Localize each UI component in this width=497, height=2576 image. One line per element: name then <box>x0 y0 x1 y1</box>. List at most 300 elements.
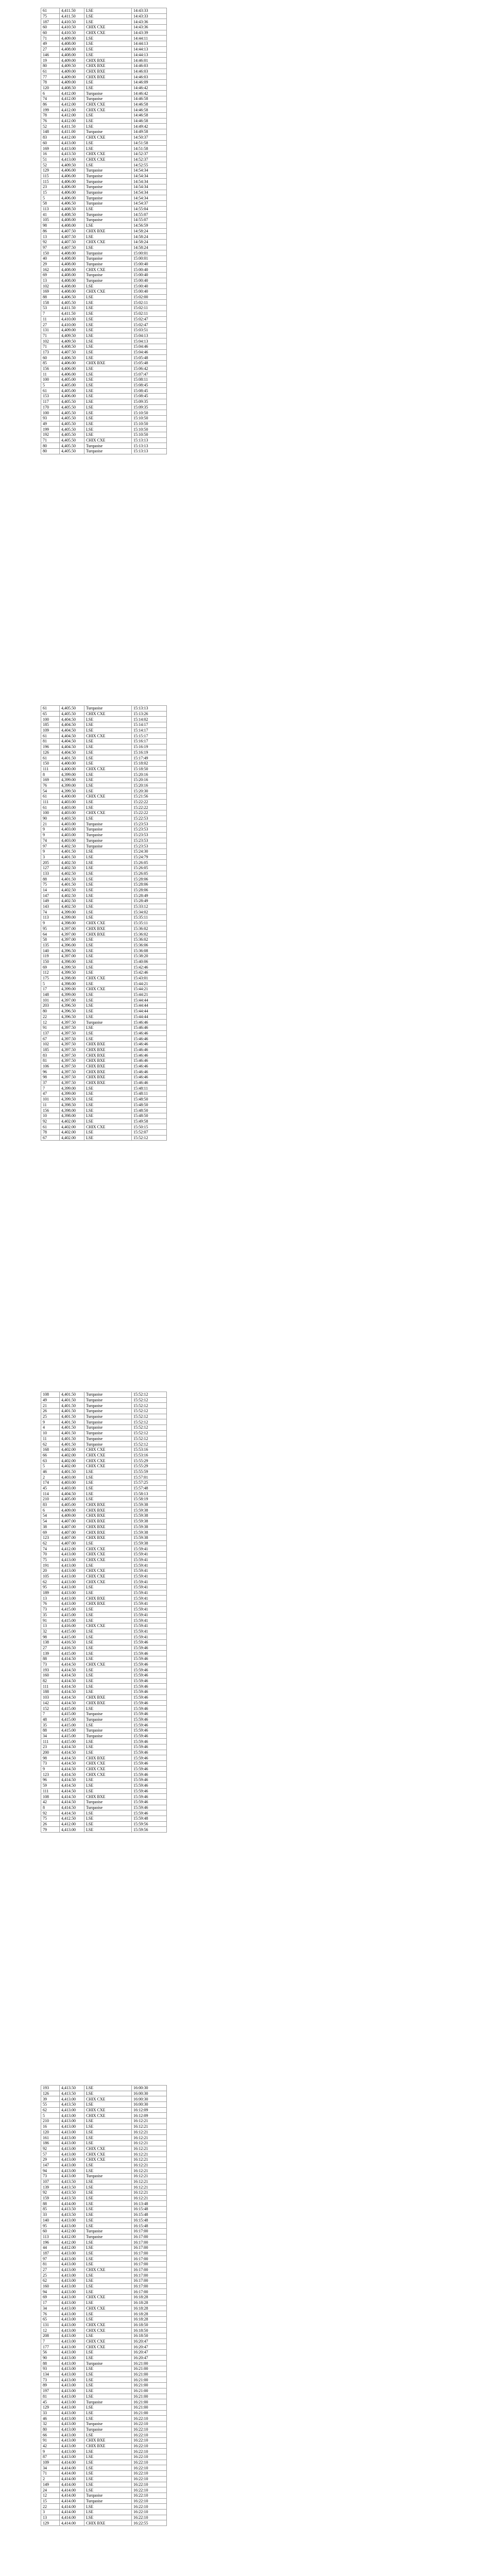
price-cell: 4,408.00 <box>60 273 84 278</box>
time-cell: 15:59:46 <box>132 1684 167 1689</box>
price-cell: 4,410.50 <box>60 19 84 25</box>
time-cell: 15:00:40 <box>132 267 167 273</box>
venue-cell: CHIX CXE <box>84 975 132 981</box>
price-cell: 4,409.50 <box>60 162 84 168</box>
table-row <box>41 377 167 383</box>
time-cell: 16:17:00 <box>132 2283 167 2289</box>
table-row <box>41 267 167 273</box>
time-cell: 15:24:79 <box>132 854 167 860</box>
volume-cell: 169 <box>41 146 60 151</box>
venue-cell: CHIX CXE <box>84 2322 132 2328</box>
volume-cell: 14 <box>41 887 60 893</box>
venue-cell: LSE <box>84 760 132 766</box>
venue-cell: LSE <box>84 915 132 921</box>
time-cell: 15:52:12 <box>132 1430 167 1436</box>
time-cell: 16:17:00 <box>132 2278 167 2284</box>
table-row <box>41 190 167 195</box>
table-row <box>41 772 167 777</box>
volume-cell: 73 <box>41 1662 60 1667</box>
time-cell: 15:58:19 <box>132 1497 167 1502</box>
price-cell: 4,413.00 <box>60 1601 84 1607</box>
venue-cell: LSE <box>84 1118 132 1124</box>
table-row <box>41 157 167 162</box>
venue-cell: Turquoise <box>84 827 132 833</box>
volume-cell: 88 <box>41 1727 60 1733</box>
time-cell: 16:21:00 <box>132 2394 167 2399</box>
time-cell: 16:22:10 <box>132 2504 167 2510</box>
table-row <box>41 1761 167 1767</box>
time-cell: 16:12:09 <box>132 2107 167 2113</box>
table-row <box>41 2493 167 2498</box>
time-cell: 16:12:21 <box>132 2119 167 2124</box>
volume-cell: 95 <box>41 1585 60 1590</box>
venue-cell: LSE <box>84 2471 132 2477</box>
volume-cell: 95 <box>41 926 60 931</box>
venue-cell: LSE <box>84 355 132 361</box>
time-cell: 15:59:41 <box>132 1606 167 1612</box>
price-cell: 4,412.00 <box>60 2228 84 2234</box>
time-cell: 15:59:46 <box>132 1645 167 1651</box>
price-cell: 4,413.00 <box>60 146 84 151</box>
venue-cell: LSE <box>84 2245 132 2250</box>
venue-cell: CHIX BXE <box>84 1502 132 1507</box>
venue-cell: Turquoise <box>84 1020 132 1025</box>
volume-cell: 85 <box>41 2207 60 2212</box>
venue-cell: LSE <box>84 1810 132 1816</box>
venue-cell: CHIX BXE <box>84 1530 132 1535</box>
venue-cell: CHIX CXE <box>84 2107 132 2113</box>
venue-cell: LSE <box>84 1135 132 1141</box>
table-row <box>41 1612 167 1618</box>
time-cell: 16:17:00 <box>132 2256 167 2262</box>
time-cell: 15:59:46 <box>132 1700 167 1706</box>
table-row <box>41 1618 167 1623</box>
table-row <box>41 1799 167 1805</box>
time-cell: 14:58:24 <box>132 245 167 250</box>
time-cell: 15:26:05 <box>132 865 167 871</box>
time-cell: 16:22:10 <box>132 2493 167 2498</box>
price-cell: 4,411.50 <box>60 311 84 316</box>
time-cell: 15:53:16 <box>132 1452 167 1458</box>
volume-cell: 147 <box>41 893 60 899</box>
volume-cell: 143 <box>41 904 60 909</box>
venue-cell: CHIX CXE <box>84 733 132 739</box>
venue-cell: Turquoise <box>84 201 132 207</box>
time-cell: 15:59:46 <box>132 1761 167 1767</box>
venue-cell: CHIX CXE <box>84 2328 132 2333</box>
venue-cell: LSE <box>84 1129 132 1135</box>
trade-table <box>41 705 167 1141</box>
venue-cell: LSE <box>84 1485 132 1491</box>
volume-cell: 98 <box>41 223 60 228</box>
volume-cell: 15 <box>41 190 60 195</box>
price-cell: 4,411.00 <box>60 129 84 135</box>
venue-cell: LSE <box>84 2355 132 2361</box>
volume-cell: 83 <box>41 134 60 140</box>
time-cell: 15:59:46 <box>132 1651 167 1656</box>
time-cell: 15:42:46 <box>132 970 167 976</box>
price-cell: 4,413.00 <box>60 1573 84 1579</box>
venue-cell: LSE <box>84 772 132 777</box>
volume-cell: 63 <box>41 1458 60 1464</box>
price-cell: 4,415.00 <box>60 1711 84 1717</box>
table-row <box>41 1700 167 1706</box>
table-row <box>41 129 167 135</box>
table-row <box>41 338 167 344</box>
volume-cell: 49 <box>41 421 60 427</box>
price-cell: 4,401.50 <box>60 1397 84 1403</box>
table-row <box>41 2091 167 2096</box>
table-row <box>41 887 167 893</box>
venue-cell: LSE <box>84 19 132 25</box>
venue-cell: Turquoise <box>84 1711 132 1717</box>
volume-cell: 108 <box>41 1392 60 1398</box>
table-row <box>41 838 167 843</box>
table-row <box>41 2465 167 2471</box>
table-row <box>41 1585 167 1590</box>
table-row <box>41 2267 167 2273</box>
price-cell: 4,398.00 <box>60 981 84 987</box>
table-row <box>41 2217 167 2223</box>
table-row <box>41 1063 167 1069</box>
table-row <box>41 1502 167 1507</box>
volume-cell: 7 <box>41 311 60 316</box>
venue-cell: LSE <box>84 2135 132 2141</box>
price-cell: 4,401.50 <box>60 1430 84 1436</box>
price-cell: 4,397.00 <box>60 997 84 1003</box>
table-row <box>41 2262 167 2267</box>
table-row <box>41 1403 167 1409</box>
time-cell: 14:46:03 <box>132 63 167 69</box>
price-cell: 4,408.00 <box>60 217 84 223</box>
price-cell: 4,396.50 <box>60 1003 84 1009</box>
time-cell: 15:04:13 <box>132 338 167 344</box>
table-row <box>41 744 167 750</box>
volume-cell: 49 <box>41 1397 60 1403</box>
time-cell: 15:59:38 <box>132 1530 167 1535</box>
price-cell: 4,413.00 <box>60 2217 84 2223</box>
price-cell: 4,403.00 <box>60 799 84 805</box>
volume-cell: 12 <box>41 2493 60 2498</box>
price-cell: 4,413.00 <box>60 2328 84 2333</box>
venue-cell: LSE <box>84 1113 132 1118</box>
volume-cell: 9 <box>41 849 60 854</box>
price-cell: 4,413.00 <box>60 2355 84 2361</box>
table-row <box>41 167 167 173</box>
price-cell: 4,408.00 <box>60 261 84 267</box>
table-row <box>41 1036 167 1042</box>
price-cell: 4,410.00 <box>60 322 84 328</box>
price-cell: 4,413.00 <box>60 2316 84 2322</box>
volume-cell: 54 <box>41 788 60 794</box>
time-cell: 15:10:50 <box>132 410 167 416</box>
time-cell: 15:55:29 <box>132 1463 167 1469</box>
table-row <box>41 25 167 30</box>
venue-cell: LSE <box>84 2350 132 2355</box>
volume-cell: 54 <box>41 1513 60 1519</box>
table-row <box>41 2256 167 2262</box>
time-cell: 16:22:10 <box>132 2515 167 2520</box>
time-cell: 15:59:41 <box>132 1585 167 1590</box>
volume-cell: 150 <box>41 250 60 256</box>
price-cell: 4,401.50 <box>60 755 84 761</box>
volume-cell: 46 <box>41 1469 60 1475</box>
table-row <box>41 228 167 234</box>
table-row <box>41 1469 167 1475</box>
table-row <box>41 2371 167 2377</box>
table-row <box>41 750 167 755</box>
volume-cell: 199 <box>41 427 60 432</box>
volume-cell: 191 <box>41 1563 60 1568</box>
time-cell: 15:36:02 <box>132 926 167 931</box>
time-cell: 15:46:46 <box>132 1063 167 1069</box>
volume-cell: 199 <box>41 107 60 113</box>
volume-cell: 37 <box>41 1080 60 1086</box>
volume-cell: 58 <box>41 201 60 207</box>
venue-cell: Turquoise <box>84 2399 132 2405</box>
time-cell: 15:28:06 <box>132 882 167 888</box>
price-cell: 4,413.00 <box>60 2278 84 2284</box>
table-row <box>41 388 167 394</box>
time-cell: 16:20:47 <box>132 2350 167 2355</box>
venue-cell: Turquoise <box>84 91 132 96</box>
table-row <box>41 355 167 361</box>
venue-cell: LSE <box>84 162 132 168</box>
venue-cell: CHIX BXE <box>84 228 132 234</box>
venue-cell: Turquoise <box>84 184 132 190</box>
time-cell: 15:33:12 <box>132 904 167 909</box>
volume-cell: 27 <box>41 322 60 328</box>
venue-cell: CHIX CXE <box>84 134 132 140</box>
table-row <box>41 1722 167 1728</box>
time-cell: 15:02:11 <box>132 311 167 316</box>
time-cell: 14:43:36 <box>132 19 167 25</box>
table-row <box>41 1463 167 1469</box>
volume-cell: 150 <box>41 959 60 964</box>
volume-cell: 137 <box>41 1030 60 1036</box>
price-cell: 4,411.50 <box>60 13 84 19</box>
table-row <box>41 1651 167 1656</box>
time-cell: 15:52:12 <box>132 1409 167 1414</box>
venue-cell: Turquoise <box>84 1419 132 1425</box>
table-row <box>41 1397 167 1403</box>
time-cell: 15:13:13 <box>132 437 167 443</box>
volume-cell: 9 <box>41 832 60 838</box>
table-row <box>41 1419 167 1425</box>
table-row <box>41 1667 167 1673</box>
table-row <box>41 2162 167 2168</box>
volume-cell: 9 <box>41 2449 60 2454</box>
venue-cell: LSE <box>84 2504 132 2510</box>
table-row <box>41 1656 167 1662</box>
price-cell: 4,413.00 <box>60 2124 84 2129</box>
time-cell: 14:43:33 <box>132 8 167 14</box>
volume-cell: 22 <box>41 1014 60 1020</box>
time-cell: 14:54:34 <box>132 190 167 195</box>
table-row <box>41 327 167 333</box>
table-row <box>41 1706 167 1711</box>
volume-cell: 13 <box>41 234 60 240</box>
venue-cell: LSE <box>84 2377 132 2383</box>
volume-cell: 85 <box>41 361 60 366</box>
table-row <box>41 399 167 404</box>
price-cell: 4,396.00 <box>60 942 84 948</box>
time-cell: 16:18:28 <box>132 2306 167 2311</box>
volume-cell: 197 <box>41 2388 60 2394</box>
venue-cell: LSE <box>84 1656 132 1662</box>
time-cell: 16:13:48 <box>132 2201 167 2207</box>
venue-cell: LSE <box>84 1678 132 1684</box>
table-row <box>41 2300 167 2306</box>
table-row <box>41 2504 167 2510</box>
time-cell: 15:23:53 <box>132 843 167 849</box>
volume-cell: 12 <box>41 2328 60 2333</box>
volume-cell: 46 <box>41 2416 60 2421</box>
time-cell: 15:17:49 <box>132 755 167 761</box>
venue-cell: CHIX BXE <box>84 1075 132 1080</box>
time-cell: 16:22:10 <box>132 2421 167 2427</box>
venue-cell: LSE <box>84 2217 132 2223</box>
time-cell: 15:44:44 <box>132 1003 167 1009</box>
volume-cell: 42 <box>41 2443 60 2449</box>
venue-cell: LSE <box>84 245 132 250</box>
venue-cell: LSE <box>84 2476 132 2482</box>
volume-cell: 188 <box>41 1689 60 1695</box>
time-cell: 16:12:21 <box>132 2168 167 2174</box>
table-row <box>41 432 167 437</box>
price-cell: 4,405.50 <box>60 432 84 437</box>
table-row <box>41 937 167 942</box>
volume-cell: 135 <box>41 942 60 948</box>
venue-cell: CHIX BXE <box>84 58 132 63</box>
venue-cell: LSE <box>84 2388 132 2394</box>
time-cell: 16:17:00 <box>132 2234 167 2240</box>
time-cell: 15:35:11 <box>132 915 167 921</box>
price-cell: 4,414.50 <box>60 1694 84 1700</box>
volume-cell: 13 <box>41 1623 60 1629</box>
table-row <box>41 783 167 788</box>
volume-cell: 161 <box>41 2135 60 2141</box>
price-cell: 4,413.00 <box>60 2146 84 2151</box>
price-cell: 4,406.00 <box>60 173 84 179</box>
volume-cell: 69 <box>41 964 60 970</box>
price-cell: 4,409.50 <box>60 338 84 344</box>
volume-cell: 23 <box>41 184 60 190</box>
volume-cell: 52 <box>41 162 60 168</box>
venue-cell: LSE <box>84 1629 132 1634</box>
table-row <box>41 173 167 179</box>
price-cell: 4,399.50 <box>60 964 84 970</box>
table-row <box>41 1766 167 1772</box>
volume-cell: 15 <box>41 2498 60 2504</box>
venue-cell: Turquoise <box>84 838 132 843</box>
price-cell: 4,405.50 <box>60 415 84 421</box>
price-cell: 4,413.00 <box>60 2306 84 2311</box>
price-cell: 4,412.00 <box>60 2240 84 2245</box>
time-cell: 15:18:02 <box>132 760 167 766</box>
venue-cell: LSE <box>84 1585 132 1590</box>
time-cell: 16:21:00 <box>132 2371 167 2377</box>
venue-cell: LSE <box>84 394 132 399</box>
volume-cell: 61 <box>41 388 60 394</box>
price-cell: 4,399.50 <box>60 1096 84 1102</box>
price-cell: 4,405.50 <box>60 410 84 416</box>
venue-cell: LSE <box>84 887 132 893</box>
volume-cell: 7 <box>41 2338 60 2344</box>
table-row <box>41 2388 167 2394</box>
venue-cell: LSE <box>84 2454 132 2460</box>
venue-cell: CHIX CXE <box>84 1557 132 1563</box>
price-cell: 4,413.00 <box>60 2344 84 2350</box>
time-cell: 15:13:13 <box>132 706 167 711</box>
volume-cell: 111 <box>41 799 60 805</box>
volume-cell: 90 <box>41 816 60 821</box>
venue-cell: CHIX CXE <box>84 25 132 30</box>
time-cell: 15:35:11 <box>132 920 167 926</box>
price-cell: 4,404.50 <box>60 1491 84 1497</box>
time-cell: 15:44:44 <box>132 997 167 1003</box>
price-cell: 4,412.00 <box>60 101 84 107</box>
price-cell: 4,414.50 <box>60 1788 84 1794</box>
volume-cell: 61 <box>41 755 60 761</box>
time-cell: 16:12:21 <box>132 2135 167 2141</box>
venue-cell: LSE <box>84 904 132 909</box>
time-cell: 14:58:24 <box>132 228 167 234</box>
table-row <box>41 849 167 854</box>
price-cell: 4,414.50 <box>60 1755 84 1761</box>
volume-cell: 106 <box>41 1063 60 1069</box>
time-cell: 14:56:59 <box>132 223 167 228</box>
price-cell: 4,414.00 <box>60 2471 84 2477</box>
price-cell: 4,414.00 <box>60 2201 84 2207</box>
time-cell: 15:20:16 <box>132 777 167 783</box>
volume-cell: 140 <box>41 2217 60 2223</box>
price-cell: 4,413.00 <box>60 140 84 146</box>
volume-cell: 185 <box>41 1047 60 1053</box>
price-cell: 4,403.00 <box>60 1485 84 1491</box>
volume-cell: 3 <box>41 854 60 860</box>
time-cell: 14:54:34 <box>132 195 167 201</box>
venue-cell: LSE <box>84 432 132 437</box>
time-cell: 15:05:48 <box>132 355 167 361</box>
volume-cell: 129 <box>41 2404 60 2410</box>
table-row <box>41 2190 167 2196</box>
time-cell: 14:55:07 <box>132 212 167 217</box>
volume-cell: 33 <box>41 2212 60 2217</box>
table-row <box>41 107 167 113</box>
venue-cell: LSE <box>84 388 132 394</box>
venue-cell: LSE <box>84 46 132 52</box>
time-cell: 15:46:46 <box>132 1053 167 1058</box>
price-cell: 4,413.00 <box>60 2421 84 2427</box>
time-cell: 16:20:47 <box>132 2338 167 2344</box>
time-cell: 15:00:40 <box>132 289 167 295</box>
time-cell: 16:20:47 <box>132 2344 167 2350</box>
venue-cell: CHIX BXE <box>84 1794 132 1800</box>
volume-cell: 82 <box>41 1678 60 1684</box>
venue-cell: Turquoise <box>84 217 132 223</box>
venue-cell: CHIX BXE <box>84 1596 132 1601</box>
time-cell: 15:59:38 <box>132 1502 167 1507</box>
time-cell: 15:02:47 <box>132 322 167 328</box>
venue-cell: LSE <box>84 805 132 810</box>
time-cell: 14:49:58 <box>132 129 167 135</box>
time-cell: 15:59:38 <box>132 1513 167 1519</box>
price-cell: 4,415.00 <box>60 1722 84 1728</box>
table-row <box>41 1783 167 1788</box>
price-cell: 4,402.00 <box>60 1135 84 1141</box>
volume-cell: 9 <box>41 920 60 926</box>
